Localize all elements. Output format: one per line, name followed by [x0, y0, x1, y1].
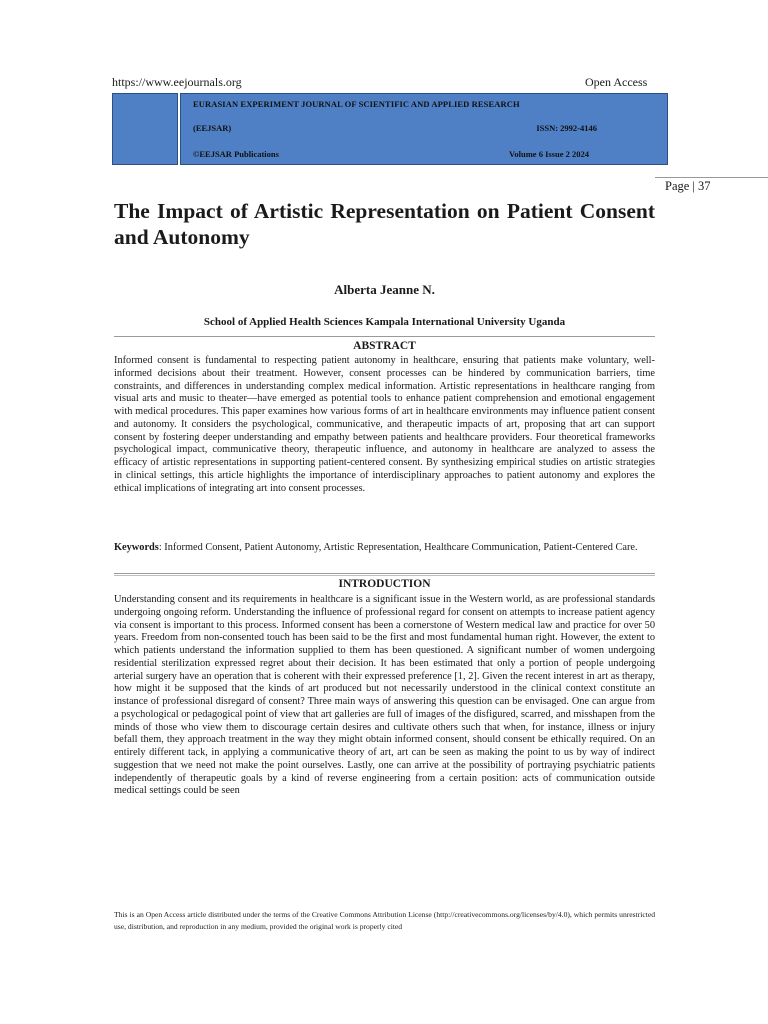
article-title: The Impact of Artistic Representation on Patient Consent and Autonomy — [114, 199, 655, 249]
journal-banner — [112, 93, 668, 165]
page-number-rule — [655, 177, 768, 178]
keywords-label: Keywords — [114, 542, 159, 553]
introduction-body: Understanding consent and its requirements in healthcare is a significant issue in the Western world, as are professional standards undergoing ongoing reform. Understanding the influence of professional regard for consent on attempts to increase patient agency via consent is important to this process. Informed consent has been a cornerstone of Western medical law and practice for over 50 years. Freedom from non-consented touch has been said to be the first and most fundamental human right. However, the extent to which patients understand the information supplied to them has been questioned. A significant number of women undergoing residential sterilization expressed regret about their decision. It has been estimated that only a portion of people undergoing arterial surgery have an operation that is coherent with their expressed preference [1, 2]. Given the recent interest in art as therapy, how might it be supposed that the kinds of art produced but not necessarily understood in the clinical context constitute an instance of professional disregard of consent? Three main ways of answering this question can be envisaged. One can argue from a psychological or pedagogical point of view that art galleries are full of images of the disfigured, scarred, and misshapen from the minds of those who view them to discourage certain desires and cultivate others such that when, for instance, illness or injury befall them, they approach treatment in the way they might obtain informed consent, should consent be ethically required. On an entirely different tack, in applying a communicative theory of art, art can be seen as making the point to us by way of indirect suggestion that we need not make the point ourselves. Lastly, one can arrive at the possibility of portraying psychiatric patients independently of therapeutic goals by a kind of reverse engineering from a certain position: acts of communication outside medical settings could be seen — [114, 594, 655, 797]
article-author: Alberta Jeanne N. — [334, 282, 435, 297]
journal-issn: ISSN: 2992-4146 — [536, 123, 597, 133]
journal-publisher: ©EEJSAR Publications — [193, 149, 279, 159]
journal-volume: Volume 6 Issue 2 2024 — [509, 149, 589, 159]
banner-logo-block — [112, 93, 178, 165]
keywords-text: : Informed Consent, Patient Autonomy, Artistic Representation, Healthcare Communication, Patient-Centered Care. — [158, 542, 638, 553]
journal-url[interactable]: https://www.eejournals.org — [112, 75, 242, 89]
journal-abbrev: (EEJSAR) — [193, 123, 232, 133]
license-note: This is an Open Access article distributed under the terms of the Creative Commons Attribution License (http://creativecommons.org/licenses/by/4.0), which permits unrestricted use, distribution, and reproduction in any medium, provided the original work is properly cited — [114, 910, 655, 931]
page-number: Page | 37 — [665, 179, 711, 193]
abstract-rule-bottom-2 — [114, 575, 655, 576]
keywords-line — [114, 542, 655, 555]
journal-name: EURASIAN EXPERIMENT JOURNAL OF SCIENTIFIC AND APPLIED RESEARCH — [193, 99, 520, 109]
introduction-heading: INTRODUCTION — [338, 578, 431, 590]
abstract-heading: ABSTRACT — [353, 340, 416, 352]
abstract-rule-top — [114, 336, 655, 337]
author-affiliation: School of Applied Health Sciences Kampala International University Uganda — [203, 316, 566, 328]
banner-info-block — [180, 93, 668, 165]
abstract-body: Informed consent is fundamental to respecting patient autonomy in healthcare, ensuring that patients make voluntary, well-informed decisions about their treatment. However, consent processes can be hindered by communication barriers, time constraints, and differences in understanding complex medical information. Artistic representations in healthcare ranging from visual arts and music to theater—have emerged as potential tools to enhance patient comprehension and emotional engagement with medical procedures. This paper examines how various forms of art in healthcare environments may influence patient consent and autonomy. It considers the psychological, communicative, and therapeutic impacts of art, proposing that art can support consent by fostering deeper understanding and empathy between patients and healthcare providers. Four theoretical frameworks psychological impact, communicative theory, therapeutic influence, and autonomy in healthcare are analyzed to assess the efficacy of artistic representations in supporting patient-centered consent. By synthesizing empirical studies on artistic strategies in clinical settings, this article highlights the importance of interdisciplinary approaches to patient autonomy and explores the ethical implications of integrating art into consent processes. — [114, 355, 655, 494]
abstract-rule-bottom — [114, 573, 655, 574]
journal-abbrev-row — [193, 123, 655, 133]
journal-publisher-row — [193, 149, 655, 159]
open-access-label: Open Access — [585, 75, 648, 89]
